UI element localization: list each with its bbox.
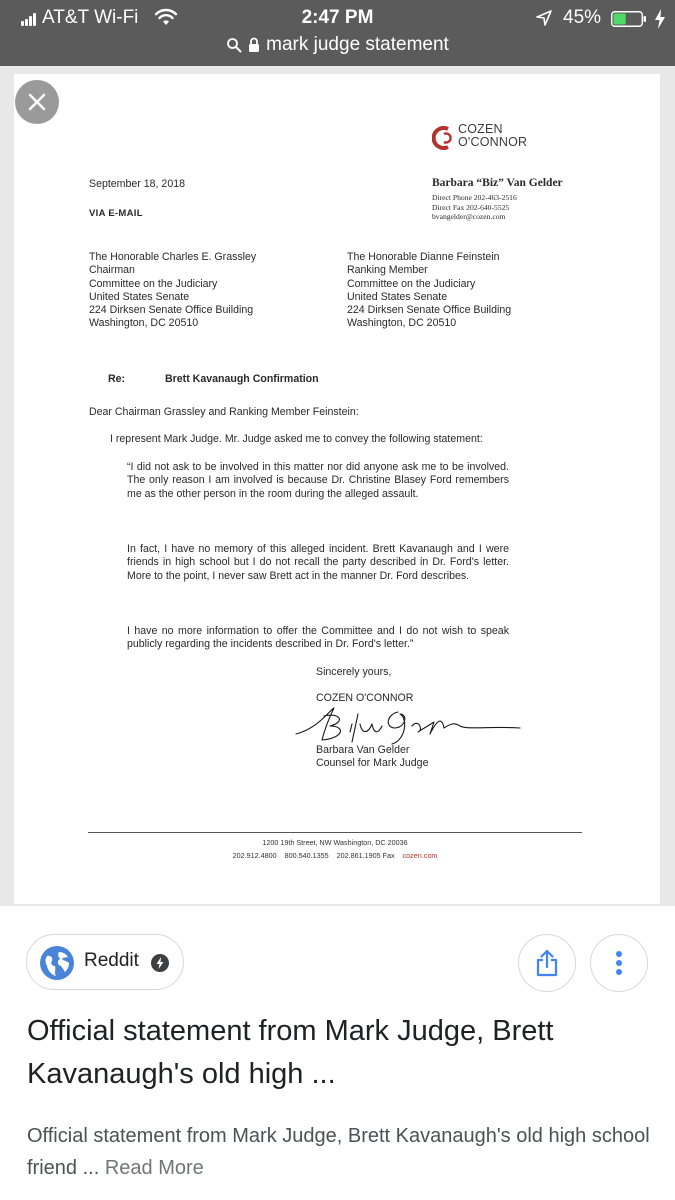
addressee-left (89, 251, 256, 331)
firm-name: COZEN O'CONNOR (316, 692, 414, 704)
logo-line-1: COZEN (458, 122, 503, 136)
footer-contacts (88, 851, 582, 860)
logo-line-2: O'CONNOR (458, 135, 528, 149)
footer-website: cozen.com (402, 851, 438, 860)
salutation: Dear Chairman Grassley and Ranking Member Feinstein: (89, 406, 359, 418)
result-title[interactable]: Official statement from Mark Judge, Brett Kavanaugh's old high ... (27, 1015, 554, 1090)
address-line: Washington, DC 20510 (89, 317, 199, 330)
statement-paragraph: In fact, I have no memory of this alleged incident. Brett Kavanaugh and I were friends in high school but I do not recall the party described in Dr. Ford's letter. More to the point, I never saw Brett act in the manner Dr. Ford describes. (127, 543, 509, 582)
battery-percent: 45% (563, 7, 602, 28)
search-icon (226, 37, 242, 53)
sender-email: bvangelder@cozen.com (432, 212, 506, 222)
read-more-link[interactable]: Read More (104, 1157, 204, 1179)
more-vert-icon (615, 950, 623, 976)
result-snippet (27, 1120, 657, 1184)
statement-paragraph: “I did not ask to be involved in this matter nor did anyone ask me to be involved. The only reason I am involved is because Dr. Christine Blasey Ford remembers me as the other person in the room during the alleged assault. (127, 461, 509, 500)
address-line: Committee on the Judiciary (347, 277, 476, 290)
address-bar[interactable] (0, 32, 675, 58)
cozen-oconnor-logo (432, 122, 550, 154)
footer-divider (88, 832, 582, 833)
close-icon (26, 91, 48, 113)
footer-address: 1200 19th Street, NW Washington, DC 20036 (262, 838, 408, 847)
top-bar (0, 0, 675, 66)
letter-image[interactable] (14, 74, 660, 904)
carrier-name: AT&T Wi-Fi (42, 7, 139, 28)
letter-date: September 18, 2018 (89, 178, 186, 190)
address-line: Washington, DC 20510 (347, 317, 457, 330)
address-line: Chairman (89, 264, 135, 277)
snippet-text: Official statement from Mark Judge, Brett Kavanaugh's old high school friend ... (27, 1125, 650, 1179)
source-name: Reddit (84, 950, 139, 971)
address-line: Ranking Member (347, 264, 428, 277)
globe-icon (40, 946, 74, 980)
footer-fax: 202.861.1905 Fax (336, 851, 395, 860)
re-label: Re: (108, 373, 126, 385)
address-line: United States Senate (347, 290, 448, 303)
address-line: 224 Dirksen Senate Office Building (347, 304, 512, 317)
address-line: 224 Dirksen Senate Office Building (89, 304, 254, 317)
image-viewer (0, 66, 675, 906)
url-query: mark judge statement (266, 34, 449, 55)
delivery-method: VIA E-MAIL (89, 208, 143, 219)
lock-icon (248, 37, 260, 53)
signer-block (316, 744, 428, 771)
footer-phone: 202.912.4800 (232, 851, 277, 860)
sender-fax: Direct Fax 202-640-5525 (432, 202, 510, 212)
subject-line: Brett Kavanaugh Confirmation (165, 373, 319, 385)
address-line: The Honorable Charles E. Grassley (89, 251, 257, 263)
share-icon (535, 949, 559, 977)
close-viewer-button[interactable] (15, 80, 59, 124)
statement-paragraph: I have no more information to offer the Committee and I do not wish to speak publicly regarding the incidents described in Dr. Ford's letter.” (127, 625, 509, 651)
status-bar (0, 4, 675, 32)
more-options-button[interactable] (590, 934, 648, 992)
sender-name: Barbara “Biz” Van Gelder (432, 177, 563, 189)
clock: 2:47 PM (301, 7, 374, 28)
sender-phone: Direct Phone 202-463-2516 (432, 193, 517, 202)
amp-bolt-icon (151, 954, 169, 972)
intro-line: I represent Mark Judge. Mr. Judge asked me to convey the following statement: (110, 433, 483, 445)
sender-block (432, 177, 563, 222)
share-button[interactable] (518, 934, 576, 992)
addressee-right (347, 251, 511, 331)
address-line: The Honorable Dianne Feinstein (347, 251, 500, 263)
handwritten-signature (288, 704, 528, 748)
signer-name: Barbara Van Gelder (316, 744, 410, 756)
charging-bolt-icon (654, 9, 666, 29)
address-line: United States Senate (89, 290, 190, 303)
closing: Sincerely yours, (316, 666, 392, 678)
battery-icon (611, 11, 647, 27)
address-line: Committee on the Judiciary (89, 277, 218, 290)
footer-phone: 800.540.1355 (284, 851, 329, 860)
logo-swirl-icon (432, 126, 456, 150)
location-arrow-icon (536, 10, 552, 26)
signer-title: Counsel for Mark Judge (316, 757, 429, 770)
source-chip[interactable] (26, 934, 184, 990)
